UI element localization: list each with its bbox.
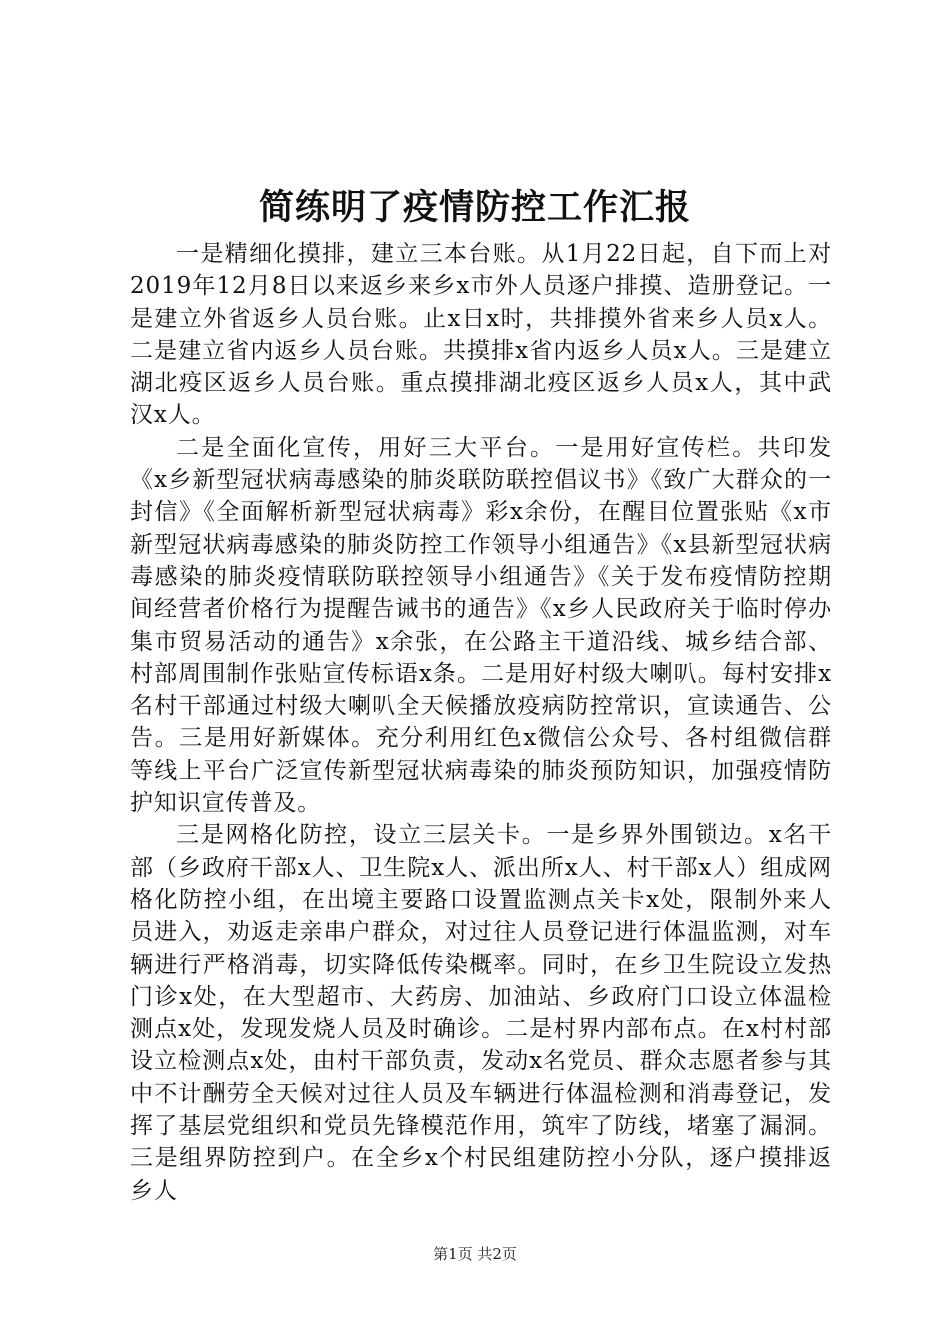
paragraph-1: 一是精细化摸排，建立三本台账。从1月22日起，自下而上对2019年12月8日以来返乡来乡x市外人员逐户排摸、造册登记。一是建立外省返乡人员台账。止x日x时，共排摸外省来乡人员x人。二是建立省内返乡人员台账。共摸排x省内返乡人员x人。三是建立湖北疫区返乡人员台账。重点摸排湖北疫区返乡人员x人，其中武汉x人。 (130, 241, 832, 429)
document-body (130, 238, 832, 1207)
document-title: 简练明了疫情防控工作汇报 (258, 187, 691, 228)
page-footer: 第1页 共2页 (433, 1245, 517, 1263)
paragraph-2: 二是全面化宣传，用好三大平台。一是用好宣传栏。共印发《x乡新型冠状病毒感染的肺炎联防联控倡议书》《致广大群众的一封信》《全面解析新型冠状病毒》彩x余份，在醒目位置张贴《x市新型冠状病毒感染的肺炎防控工作领导小组通告》《x县新型冠状病毒感染的肺炎疫情联防联控领导小组通告》《关于发布疫情防控期间经营者价格行为提醒告诫书的通告》《x乡人民政府关于临时停办集市贸易活动的通告》x余张，在公路主干道沿线、城乡结合部、村部周围制作张贴宣传标语x条。二是用好村级大喇叭。每村安排x名村干部通过村级大喇叭全天候播放疫病防控常识，宣读通告、公告。三是用好新媒体。充分利用红色x微信公众号、各村组微信群等线上平台广泛宣传新型冠状病毒染的肺炎预防知识，加强疫情防护知识宣传普及。 (130, 434, 832, 817)
paragraph-3: 三是网格化防控，设立三层关卡。一是乡界外围锁边。x名干部（乡政府干部x人、卫生院x人、派出所x人、村干部x人）组成网格化防控小组，在出境主要路口设置监测点关卡x处，限制外来人员进入，劝返走亲串户群众，对过往人员登记进行体温监测，对车辆进行严格消毒，切实降低传染概率。同时，在乡卫生院设立发热门诊x处，在大型超市、大药房、加油站、乡政府门口设立体温检测点x处，发现发烧人员及时确诊。二是村界内部布点。在x村村部设立检测点x处，由村干部负责，发动x名党员、群众志愿者参与其中不计酬劳全天候对过往人员及车辆进行体温检测和消毒登记，发挥了基层党组织和党员先锋模范作用，筑牢了防线，堵塞了漏洞。三是组界防控到户。在全乡x个村民组建防控小分队，逐户摸排返乡人 (130, 822, 832, 1204)
